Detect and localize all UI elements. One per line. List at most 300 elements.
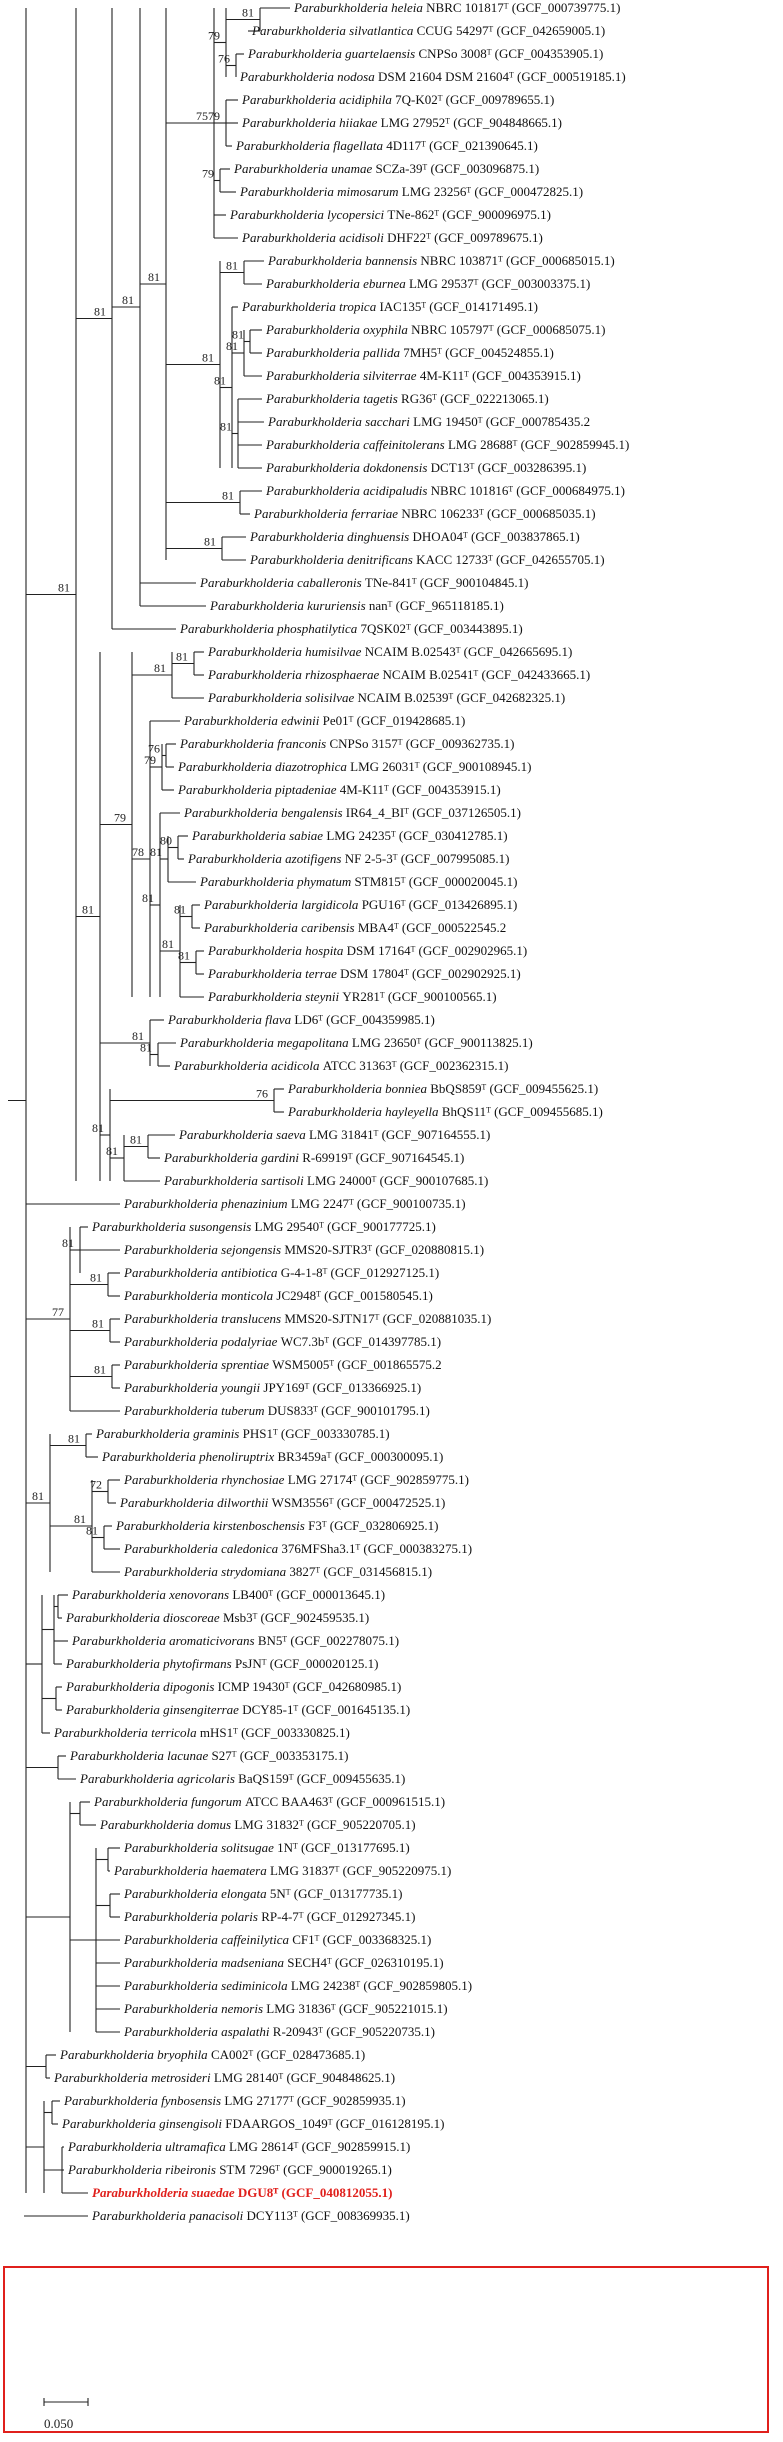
leaf-label (207, 943, 527, 958)
leaf-species: Paraburkholderia acidiphila (242, 92, 396, 107)
leaf-strain: DCY113ᵀ (GCF_008369935.1) (246, 2208, 410, 2223)
leaf-label (65, 1610, 369, 1625)
leaf-strain: YR281ᵀ (GCF_900100565.1) (342, 989, 497, 1004)
leaf-species: Paraburkholderia rhynchosiae (124, 1472, 288, 1487)
leaf-species: Paraburkholderia bannensis (268, 253, 421, 268)
leaf-species: Paraburkholderia acidisoli (242, 230, 388, 245)
leaf-species: Paraburkholderia ribeironis (68, 2162, 220, 2177)
leaf-species: Paraburkholderia youngii (124, 1380, 264, 1395)
leaf-species: Paraburkholderia hospita (208, 943, 347, 958)
leaf-strain: Msb3ᵀ (GCF_902459535.1) (222, 1610, 370, 1625)
leaf-label (123, 1564, 432, 1579)
leaf-label (123, 1288, 433, 1303)
leaf-species: Paraburkholderia phymatum (200, 874, 355, 889)
leaf-label (207, 644, 572, 659)
leaf-strain: R-20943ᵀ (GCF_905220735.1) (272, 2024, 435, 2039)
leaf-strain: LB400ᵀ (GCF_000013645.1) (232, 1587, 386, 1602)
bootstrap-value: 80 (160, 833, 172, 848)
leaf-strain: LMG 31836ᵀ (GCF_905221015.1) (266, 2001, 448, 2016)
leaf-strain: S27ᵀ (GCF_003353175.1) (211, 1748, 349, 1763)
leaf-strain: CA002ᵀ (GCF_028473685.1) (210, 2047, 366, 2062)
leaf-species: Paraburkholderia dipogonis (66, 1679, 218, 1694)
leaf-strain: LMG 31841ᵀ (GCF_907164555.1) (308, 1127, 491, 1142)
leaf-label (123, 2024, 435, 2039)
bootstrap-value: 81 (142, 891, 154, 905)
leaf-label (179, 621, 523, 636)
leaf-strain: ATCC 31363ᵀ (GCF_002362315.1) (322, 1058, 509, 1073)
leaf-strain: LMG 27174ᵀ (GCF_902859775.1) (287, 1472, 469, 1487)
leaf-label (265, 437, 629, 452)
leaf-species: Paraburkholderia sabiae (192, 828, 327, 843)
leaf-strain: DSM 21604 DSM 21604ᵀ (GCF_000519185.1) (377, 69, 626, 84)
leaf-species: Paraburkholderia ginsengisoli (62, 2116, 226, 2131)
bootstrap-value: 81 (130, 1132, 142, 1147)
leaf-species: Paraburkholderia tropica (242, 299, 380, 314)
leaf-label (65, 1679, 401, 1694)
leaf-label (249, 529, 580, 544)
leaf-strain: LMG 26031ᵀ (GCF_900108945.1) (350, 759, 532, 774)
bootstrap-value: 79 (202, 166, 214, 181)
leaf-strain: 3827ᵀ (GCF_031456815.1) (289, 1564, 433, 1579)
leaf-strain: DHF22ᵀ (GCF_009789675.1) (387, 230, 543, 245)
leaf-species: Paraburkholderia monticola (124, 1288, 277, 1303)
leaf-species: Paraburkholderia franconis (180, 736, 330, 751)
leaf-label (119, 1495, 445, 1510)
leaf-strain: CCUG 54297ᵀ (GCF_042659005.1) (416, 23, 606, 38)
leaf-label (207, 989, 497, 1004)
bootstrap-value: 81 (58, 580, 70, 595)
leaf-species: Paraburkholderia sprentiae (124, 1357, 273, 1372)
leaf-label (65, 1656, 378, 1671)
leaf-strain: WSM3556ᵀ (GCF_000472525.1) (271, 1495, 446, 1510)
leaf-strain: LMG 31837ᵀ (GCF_905220975.1) (269, 1863, 452, 1878)
leaf-species: Paraburkholderia hayleyella (288, 1104, 442, 1119)
leaf-label (173, 1058, 508, 1073)
leaf-species: Paraburkholderia dokdonensis (266, 460, 431, 475)
leaf-label (177, 759, 531, 774)
leaf-strain: LMG 27177ᵀ (GCF_902859935.1) (224, 2093, 406, 2108)
leaf-label (253, 506, 596, 521)
leaf-label (249, 552, 605, 567)
leaf-label (91, 2208, 410, 2223)
leaf-label (241, 299, 538, 314)
leaf-strain: 1Nᵀ (GCF_013177695.1) (277, 1840, 410, 1855)
bootstrap-value: 81 (222, 488, 234, 503)
leaf-strain: STM 7296ᵀ (GCF_900019265.1) (219, 2162, 392, 2177)
leaf-strain: DSM 17804ᵀ (GCF_002902925.1) (340, 966, 521, 981)
leaf-label (53, 1725, 350, 1740)
leaf-label (95, 1426, 390, 1441)
leaf-strain: BhQS11ᵀ (GCF_009455685.1) (441, 1104, 603, 1119)
leaf-label (267, 253, 615, 268)
bootstrap-value: 81 (90, 1270, 102, 1285)
leaf-label (123, 1472, 469, 1487)
leaf-strain: NBRC 103871ᵀ (GCF_000685015.1) (420, 253, 615, 268)
leaf-label (207, 690, 565, 705)
leaf-strain: BaQS159ᵀ (GCF_009455635.1) (238, 1771, 406, 1786)
leaf-strain: IR64_4_BIᵀ (GCF_037126505.1) (345, 805, 521, 820)
leaf-species: Paraburkholderia sacchari (268, 414, 414, 429)
leaf-strain: LMG 28688ᵀ (GCF_902859945.1) (447, 437, 630, 452)
leaf-species: Paraburkholderia translucens (124, 1311, 285, 1326)
leaf-label (93, 1794, 445, 1809)
leaf-species: Paraburkholderia acidicola (174, 1058, 323, 1073)
leaf-strain: JC2948ᵀ (GCF_001580545.1) (276, 1288, 433, 1303)
leaf-strain: FDAARGOS_1049ᵀ (GCF_016128195.1) (225, 2116, 445, 2131)
leaf-label (265, 276, 590, 291)
leaf-species: Paraburkholderia susongensis (92, 1219, 255, 1234)
leaf-strain: nanᵀ (GCF_965118185.1) (368, 598, 504, 613)
leaf-strain: 7QSK02ᵀ (GCF_003443895.1) (360, 621, 523, 636)
leaf-species: Paraburkholderia terrae (208, 966, 341, 981)
leaf-strain: NBRC 101816ᵀ (GCF_000684975.1) (430, 483, 625, 498)
bootstrap-value: 81 (74, 1512, 86, 1526)
leaf-label (123, 1909, 415, 1924)
leaf-label (239, 184, 583, 199)
bootstrap-value: 81 (92, 1316, 104, 1331)
leaf-species: Paraburkholderia phenoliruptrix (102, 1449, 278, 1464)
leaf-label (233, 161, 539, 176)
leaf-label (61, 2116, 444, 2131)
leaf-label (209, 598, 504, 613)
leaf-label (167, 1012, 435, 1027)
leaf-label (67, 2139, 410, 2154)
tree-branches (8, 5, 293, 2216)
leaf-strain: IAC135ᵀ (GCF_014171495.1) (379, 299, 538, 314)
leaf-species: Paraburkholderia sediminicola (124, 1978, 291, 1993)
leaf-strain: LMG 19450ᵀ (GCF_000785435.2 (413, 414, 591, 429)
leaf-species: Paraburkholderia dinghuensis (250, 529, 413, 544)
leaf-species: Paraburkholderia suaedae (92, 2185, 238, 2200)
leaf-label (199, 874, 517, 889)
leaf-label (123, 1311, 491, 1326)
leaf-label (293, 0, 620, 15)
leaf-label (203, 920, 506, 935)
leaf-species: Paraburkholderia strydomiana (124, 1564, 290, 1579)
leaf-label (265, 483, 625, 498)
leaf-label (123, 1978, 472, 1993)
leaf-label (123, 2001, 448, 2016)
leaf-label (91, 1219, 436, 1234)
leaf-species: Paraburkholderia flava (168, 1012, 295, 1027)
leaf-strain: BR3459aᵀ (GCF_000300095.1) (277, 1449, 444, 1464)
leaf-strain: F3ᵀ (GCF_032806925.1) (308, 1518, 439, 1533)
leaf-label (123, 1541, 472, 1556)
leaf-strain: 7Q-K02ᵀ (GCF_009789655.1) (395, 92, 555, 107)
bootstrap-value: 81 (82, 902, 94, 917)
leaf-strain: JPY169ᵀ (GCF_013366925.1) (263, 1380, 422, 1395)
leaf-label (203, 897, 517, 912)
leaf-strain: BN5ᵀ (GCF_002278075.1) (257, 1633, 400, 1648)
leaf-label (123, 1242, 484, 1257)
bootstrap-value: 81 (122, 293, 134, 307)
leaf-strain: 4M-K11ᵀ (GCF_004353915.1) (419, 368, 581, 383)
leaf-species: Paraburkholderia metrosideri (54, 2070, 214, 2085)
leaf-label (207, 966, 521, 981)
leaf-strain: DHOA04ᵀ (GCF_003837865.1) (412, 529, 580, 544)
leaf-strain: CNPSo 3157ᵀ (GCF_009362735.1) (329, 736, 515, 751)
leaf-label (183, 713, 465, 728)
leaf-strain: LMG 31832ᵀ (GCF_905220705.1) (234, 1817, 416, 1832)
leaf-label (241, 92, 554, 107)
leaf-label (67, 2162, 392, 2177)
leaf-species: Paraburkholderia tagetis (266, 391, 402, 406)
leaf-species: Paraburkholderia fungorum (94, 1794, 245, 1809)
scale-bar-label: 0.050 (44, 2416, 74, 2431)
leaf-strain: LMG 2247ᵀ (GCF_900100735.1) (290, 1196, 466, 1211)
leaf-label (239, 69, 626, 84)
leaf-strain: LMG 29537ᵀ (GCF_003003375.1) (408, 276, 591, 291)
bootstrap-value: 76 (256, 1086, 268, 1101)
leaf-strain: BbQS859ᵀ (GCF_009455625.1) (430, 1081, 599, 1096)
leaf-species: Paraburkholderia fynbosensis (64, 2093, 225, 2108)
leaf-strain: 376MFSha3.1ᵀ (GCF_000383275.1) (281, 1541, 473, 1556)
leaf-strain: MMS20-SJTN17ᵀ (GCF_020881035.1) (284, 1311, 492, 1326)
leaf-species: Paraburkholderia humisilvae (208, 644, 365, 659)
leaf-species: Paraburkholderia haematera (114, 1863, 270, 1878)
leaf-strain: ATCC BAA463ᵀ (GCF_000961515.1) (244, 1794, 446, 1809)
leaf-species: Paraburkholderia domus (100, 1817, 235, 1832)
leaf-label (287, 1081, 598, 1096)
leaf-species: Paraburkholderia megapolitana (180, 1035, 352, 1050)
bootstrap-value: 81 (148, 270, 160, 284)
leaf-species: Paraburkholderia madseniana (124, 1955, 288, 1970)
leaf-species: Paraburkholderia unamae (234, 161, 376, 176)
leaf-strain: WC7.3bᵀ (GCF_014397785.1) (280, 1334, 442, 1349)
leaf-label (247, 46, 603, 61)
leaf-label (251, 23, 605, 38)
leaf-species: Paraburkholderia podalyriae (124, 1334, 281, 1349)
leaf-label (178, 1127, 490, 1142)
leaf-label (265, 322, 605, 337)
leaf-strain: LMG 29540ᵀ (GCF_900177725.1) (254, 1219, 436, 1234)
leaf-species: Paraburkholderia oxyphila (266, 322, 412, 337)
leaf-label (177, 782, 501, 797)
bootstrap-value: 81 (220, 419, 232, 434)
leaf-strain: NBRC 101817ᵀ (GCF_000739775.1) (426, 0, 621, 15)
leaf-strain: LMG 24235ᵀ (GCF_030412785.1) (326, 828, 508, 843)
bootstrap-value: 81 (174, 902, 186, 917)
bootstrap-value: 79 (114, 810, 126, 825)
leaf-species: Paraburkholderia dioscoreae (66, 1610, 223, 1625)
leaf-species: Paraburkholderia ginsengiterrae (66, 1702, 243, 1717)
leaf-strain: LD6ᵀ (GCF_004359985.1) (294, 1012, 435, 1027)
leaf-strain: NBRC 105797ᵀ (GCF_000685075.1) (411, 322, 606, 337)
leaf-species: Paraburkholderia nemoris (124, 2001, 267, 2016)
leaf-label (123, 1334, 441, 1349)
leaf-species: Paraburkholderia lycopersici (230, 207, 388, 222)
leaf-strain: DGU8ᵀ (GCF_040812055.1) (237, 2185, 393, 2200)
leaf-label (183, 805, 521, 820)
bootstrap-value: 81 (154, 661, 166, 675)
leaf-species: Paraburkholderia gardini (164, 1150, 303, 1165)
leaf-strain: NF 2-5-3ᵀ (GCF_007995085.1) (344, 851, 510, 866)
leaf-species: Paraburkholderia lacunae (70, 1748, 212, 1763)
leaf-species: Paraburkholderia rhizosphaerae (208, 667, 383, 682)
leaf-label (79, 1771, 405, 1786)
leaf-label (63, 2093, 406, 2108)
leaf-species: Paraburkholderia phenazinium (124, 1196, 291, 1211)
leaf-strain: CF1ᵀ (GCF_003368325.1) (292, 1932, 432, 1947)
leaf-species: Paraburkholderia hiiakae (242, 115, 381, 130)
leaf-species: Paraburkholderia silviterrae (266, 368, 420, 383)
bootstrap-value: 72 (90, 1477, 102, 1492)
leaf-strain: SCZa-39ᵀ (GCF_003096875.1) (375, 161, 540, 176)
leaf-species: Paraburkholderia caffeinitolerans (266, 437, 448, 452)
scale-bar (44, 2398, 88, 2431)
leaf-species: Paraburkholderia antibiotica (124, 1265, 281, 1280)
leaf-label (267, 414, 590, 429)
leaf-species: Paraburkholderia aspalathi (124, 2024, 273, 2039)
bootstrap-value: 81 (162, 937, 174, 951)
leaf-species: Paraburkholderia bryophila (60, 2047, 211, 2062)
leaf-species: Paraburkholderia bengalensis (184, 805, 346, 820)
leaf-species: Paraburkholderia bonniea (288, 1081, 431, 1096)
leaf-strain: NCAIM B.02539ᵀ (GCF_042682325.1) (357, 690, 566, 705)
bootstrap-value: 77 (52, 1305, 64, 1319)
leaf-species: Paraburkholderia silvatlantica (252, 23, 417, 38)
leaf-label (123, 1196, 466, 1211)
leaf-label (287, 1104, 603, 1119)
leaf-label (207, 667, 590, 682)
bootstrap-value: 81 (226, 258, 238, 273)
bootstrap-value: 81 (242, 5, 254, 20)
leaf-species: Paraburkholderia phosphatilytica (180, 621, 361, 636)
leaf-species: Paraburkholderia tuberum (124, 1403, 268, 1418)
leaf-strain: STM815ᵀ (GCF_000020045.1) (354, 874, 518, 889)
leaf-strain: DUS833ᵀ (GCF_900101795.1) (267, 1403, 430, 1418)
leaf-species: Paraburkholderia denitrificans (250, 552, 417, 567)
bootstrap-value: 81 (94, 304, 106, 319)
bootstrap-value: 76 (148, 741, 160, 756)
leaf-label (265, 391, 549, 406)
bootstrap-value: 81 (204, 534, 216, 549)
bootstrap-value: 81 (176, 649, 188, 664)
leaf-strain: CNPSo 3008ᵀ (GCF_004353905.1) (418, 46, 604, 61)
leaf-species: Paraburkholderia solisilvae (208, 690, 358, 705)
leaf-species: Paraburkholderia solitsugae (124, 1840, 278, 1855)
bootstrap-value: 81 (232, 327, 244, 342)
leaf-species: Paraburkholderia terricola (54, 1725, 200, 1740)
bootstrap-value: 81 (214, 373, 226, 388)
leaf-label (59, 2047, 365, 2062)
leaf-label (241, 115, 562, 130)
leaf-label (163, 1150, 464, 1165)
bootstrap-value: 79 (208, 28, 220, 43)
leaf-strain: LMG 24238ᵀ (GCF_902859805.1) (290, 1978, 473, 1993)
leaf-label (163, 1173, 488, 1188)
leaf-strain: NCAIM B.02541ᵀ (GCF_042433665.1) (382, 667, 591, 682)
leaf-species: Paraburkholderia heleia (294, 0, 427, 15)
leaf-species: Paraburkholderia phytofirmans (66, 1656, 235, 1671)
leaf-strain: LMG 23256ᵀ (GCF_000472825.1) (401, 184, 584, 199)
leaf-label (115, 1518, 438, 1533)
bootstrap-value: 81 (94, 1362, 106, 1377)
leaf-species: Paraburkholderia steynii (208, 989, 343, 1004)
bootstrap-value: 81 (62, 1236, 74, 1250)
leaf-strain: PHS1ᵀ (GCF_003330785.1) (242, 1426, 390, 1441)
leaf-species: Paraburkholderia ferrariae (254, 506, 402, 521)
leaf-strain: MMS20-SJTR3ᵀ (GCF_020880815.1) (284, 1242, 485, 1257)
bootstrap-value: 81 (132, 1029, 144, 1043)
leaf-strain: SECH4ᵀ (GCF_026310195.1) (287, 1955, 444, 1970)
leaf-label (99, 1817, 416, 1832)
leaf-species: Paraburkholderia caballeronis (200, 575, 365, 590)
leaf-label (199, 575, 529, 590)
leaf-strain: 5Nᵀ (GCF_013177735.1) (269, 1886, 403, 1901)
leaf-label (53, 2070, 395, 2085)
leaf-label (113, 1863, 451, 1878)
leaf-label (187, 851, 509, 866)
leaf-strain: KACC 12733ᵀ (GCF_042655705.1) (416, 552, 605, 567)
leaf-species: Paraburkholderia sejongensis (124, 1242, 285, 1257)
leaf-species: Paraburkholderia largidicola (204, 897, 362, 912)
highlight-clade-box (4, 2267, 768, 2432)
bootstrap-value: 81 (140, 1040, 152, 1055)
leaf-strain: ICMP 19430ᵀ (GCF_042680985.1) (217, 1679, 402, 1694)
leaf-label (191, 828, 508, 843)
leaf-species: Paraburkholderia kirstenboschensis (116, 1518, 309, 1533)
bootstrap-value: 81 (150, 845, 162, 859)
leaf-strain: LMG 24000ᵀ (GCF_900107685.1) (307, 1173, 489, 1188)
leaf-strain: 4M-K11ᵀ (GCF_004353915.1) (339, 782, 501, 797)
leaf-species: Paraburkholderia flagellata (236, 138, 387, 153)
leaf-strain: G-4-1-8ᵀ (GCF_012927125.1) (280, 1265, 440, 1280)
leaf-label (235, 138, 538, 153)
leaf-strain: DSM 17164ᵀ (GCF_002902965.1) (346, 943, 528, 958)
leaf-strain: PsJNᵀ (GCF_000020125.1) (235, 1656, 379, 1671)
leaf-strain: 7MH5ᵀ (GCF_004524855.1) (403, 345, 554, 360)
leaf-species: Paraburkholderia sartisoli (164, 1173, 308, 1188)
leaf-species: Paraburkholderia mimosarum (240, 184, 402, 199)
leaf-label (179, 736, 514, 751)
leaf-strain: 4D117ᵀ (GCF_021390645.1) (386, 138, 538, 153)
leaf-label (123, 1955, 444, 1970)
leaf-label (123, 1403, 430, 1418)
leaf-species: Paraburkholderia polaris (124, 1909, 262, 1924)
leaf-species: Paraburkholderia saeva (179, 1127, 309, 1142)
bootstrap-value: 81 (86, 1523, 98, 1538)
bootstrap-value: 81 (32, 1489, 44, 1503)
leaf-label (71, 1633, 399, 1648)
leaf-label (69, 1748, 348, 1763)
leaf-label (71, 1587, 385, 1602)
leaf-species: Paraburkholderia guartelaensis (248, 46, 419, 61)
leaf-strain: WSM5005ᵀ (GCF_001865575.2 (272, 1357, 442, 1372)
leaf-label (101, 1449, 443, 1464)
leaf-strain: R-69919ᵀ (GCF_907164545.1) (302, 1150, 465, 1165)
leaf-species: Paraburkholderia graminis (96, 1426, 243, 1441)
leaf-label (123, 1840, 410, 1855)
leaf-strain: NBRC 106233ᵀ (GCF_000685035.1) (401, 506, 596, 521)
bootstrap-value: 79 (208, 109, 220, 123)
leaf-species: Paraburkholderia caffeinilytica (124, 1932, 293, 1947)
leaf-strain: mHS1ᵀ (GCF_003330825.1) (199, 1725, 350, 1740)
leaf-label (65, 1702, 410, 1717)
bootstrap-value: 81 (202, 350, 214, 365)
leaf-species: Paraburkholderia edwinii (184, 713, 323, 728)
leaf-strain: RG36ᵀ (GCF_022213065.1) (401, 391, 549, 406)
leaf-species: Paraburkholderia kururiensis (210, 598, 369, 613)
leaf-strain: NCAIM B.02543ᵀ (GCF_042665695.1) (364, 644, 573, 659)
leaf-label (123, 1265, 439, 1280)
leaf-label (265, 345, 554, 360)
leaf-label (123, 1932, 431, 1947)
leaf-species: Paraburkholderia diazotrophica (178, 759, 351, 774)
leaf-label (179, 1035, 533, 1050)
leaf-label (241, 230, 543, 245)
leaf-strain: PGU16ᵀ (GCF_013426895.1) (361, 897, 518, 912)
